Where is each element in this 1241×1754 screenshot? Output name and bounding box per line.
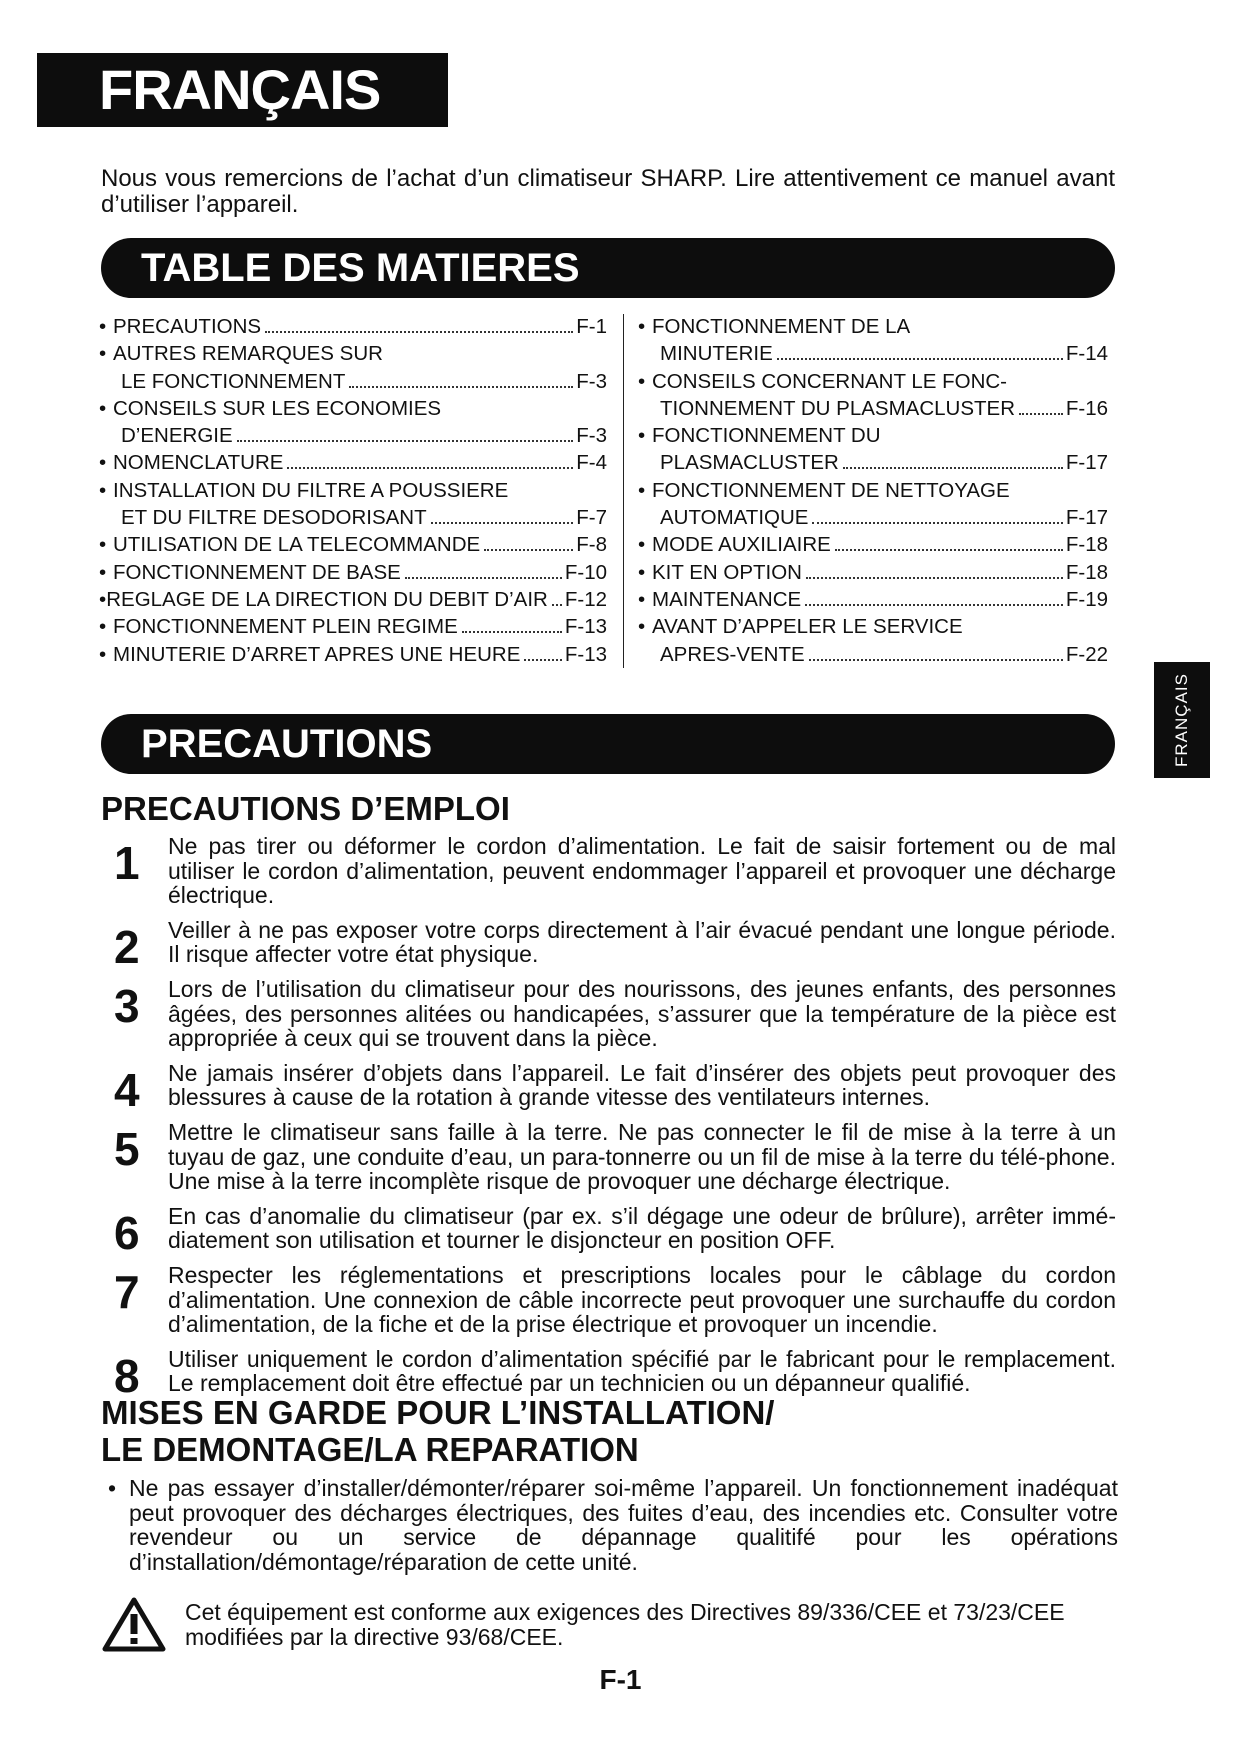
toc-title: TABLE DES MATIERES <box>101 238 1115 298</box>
toc-entry-text: MINUTERIE <box>660 342 773 366</box>
precaution-text: En cas d’anomalie du climatiseur (par ex. s’il dégage une odeur de brûlure), arrêter immé-diatement son utilisation et tourner le disjoncteur en position OFF. <box>168 1202 1116 1254</box>
toc-page-ref: F-14 <box>1065 342 1108 366</box>
toc-item <box>99 613 607 640</box>
toc-page-ref: F-17 <box>1065 506 1108 530</box>
precautions-list <box>110 834 1116 1406</box>
precaution-item <box>110 1059 1116 1116</box>
precaution-number: 5 <box>114 1122 140 1175</box>
toc-dot-leader <box>265 331 573 333</box>
toc-item <box>638 422 1108 477</box>
toc-dot-leader <box>524 659 561 661</box>
toc-item <box>99 449 607 476</box>
toc-entry-text: MAINTENANCE <box>652 587 802 611</box>
toc-entry-text: FONCTIONNEMENT PLEIN REGIME <box>113 615 458 639</box>
toc-item <box>99 395 607 450</box>
toc-entry-text: D’ENERGIE <box>121 424 233 448</box>
toc-entry-text: INSTALLATION DU FILTRE A POUSSIERE <box>113 478 509 502</box>
toc-entry-text: PLASMACLUSTER <box>660 451 839 475</box>
bullet-icon: • <box>99 615 107 639</box>
precaution-number: 4 <box>114 1063 140 1116</box>
precautions-title: PRECAUTIONS <box>101 714 1115 774</box>
precaution-number: 8 <box>114 1349 140 1402</box>
toc-entry-text: CONSEILS SUR LES ECONOMIES <box>113 396 442 420</box>
toc-entry-text: UTILISATION DE LA TELECOMMANDE <box>113 533 481 557</box>
bullet-icon: • <box>638 478 646 502</box>
toc-page-ref: F-13 <box>564 615 607 639</box>
toc-item <box>99 313 607 340</box>
toc-entry-text: MODE AUXILIAIRE <box>652 533 831 557</box>
precaution-item <box>110 1263 1116 1337</box>
toc-item <box>638 613 1108 668</box>
precaution-number: 3 <box>114 979 140 1032</box>
bullet-icon: • <box>99 587 107 611</box>
toc-page-ref: F-10 <box>564 560 607 584</box>
precaution-item <box>110 1120 1116 1194</box>
toc-entry-text: KIT EN OPTION <box>652 560 802 584</box>
precaution-item <box>110 916 1116 973</box>
toc-entry-text: REGLAGE DE LA DIRECTION DU DEBIT D’AIR <box>106 587 548 611</box>
bullet-icon: • <box>99 533 107 557</box>
precaution-number: 6 <box>114 1206 140 1259</box>
bullet-icon: • <box>99 396 107 420</box>
toc-dot-leader <box>843 467 1063 469</box>
toc-item <box>99 477 607 532</box>
language-side-tab <box>1154 662 1210 778</box>
warning-text: Cet équipement est conforme aux exigences des Directives 89/336/CEE et 73/23/CEE modifiées par la directive 93/68/CEE. <box>185 1599 1065 1650</box>
toc-dot-leader <box>349 386 573 388</box>
toc-page-ref: F-19 <box>1065 587 1108 611</box>
toc-page-ref: F-18 <box>1065 560 1108 584</box>
bullet-icon: • <box>99 451 107 475</box>
toc-entry-text: APRES-VENTE <box>660 642 805 666</box>
garde-heading-line-1: MISES EN GARDE POUR L’INSTALLATION/ <box>101 1394 775 1431</box>
toc-entry-text: PRECAUTIONS <box>113 315 262 338</box>
toc-item <box>99 340 607 395</box>
side-tab-label: FRANÇAIS <box>1172 673 1191 767</box>
intro-text: Nous vous remercions de l’achat d’un climatiseur SHARP. Lire attentivement ce manuel avant d’utiliser l’appareil. <box>101 165 1115 218</box>
toc-entry-text: LE FONCTIONNEMENT <box>121 369 346 393</box>
toc-entry-text: NOMENCLATURE <box>113 451 284 475</box>
toc-dot-leader <box>1019 413 1063 415</box>
toc-entry-text: FONCTIONNEMENT DU <box>652 424 881 448</box>
toc-page-ref: F-18 <box>1065 533 1108 557</box>
toc-page-ref: F-16 <box>1065 396 1108 420</box>
language-banner: FRANÇAIS <box>37 53 448 127</box>
toc-page-ref: F-13 <box>564 642 607 666</box>
bullet-icon: • <box>638 369 646 393</box>
toc-item <box>99 531 607 558</box>
precaution-text: Veiller à ne pas exposer votre corps directement à l’air évacué pendant une longue période. Il risque affecter votre état physique. <box>168 916 1116 968</box>
toc-dot-leader <box>552 604 562 606</box>
page-number: F-1 <box>599 1664 642 1695</box>
precaution-item <box>110 834 1116 908</box>
precaution-item <box>110 977 1116 1051</box>
garde-paragraph <box>108 1476 1118 1574</box>
toc-right-column <box>638 313 1108 668</box>
garde-heading-line-2: LE DEMONTAGE/LA REPARATION <box>101 1431 639 1468</box>
toc-page-ref: F-7 <box>576 506 607 530</box>
toc-entry-text: AUTOMATIQUE <box>660 506 809 530</box>
toc-entry-text: FONCTIONNEMENT DE NETTOYAGE <box>652 478 1010 502</box>
bullet-icon: • <box>108 1475 117 1501</box>
garde-text: Ne pas essayer d’installer/démonter/réparer soi-même l’appareil. Un fonctionnement inadéquat peut provoquer des décharges électriques, des fuites d’eau, des incendies etc. Consulter votre revendeur ou un service de dépannage qualitifé pour les opérations d’installation/démontage/réparation de cette unité. <box>129 1475 1118 1575</box>
toc-dot-leader <box>812 522 1062 524</box>
toc-page-ref: F-3 <box>576 424 607 448</box>
warning-triangle-icon <box>102 1596 166 1652</box>
toc-dot-leader <box>806 577 1063 579</box>
toc-dot-leader <box>462 631 562 633</box>
precaution-text: Ne jamais insérer d’objets dans l’appareil. Le fait d’insérer des objets peut provoquer des blessures à cause de la rotation à grande vitesse des ventilateurs internes. <box>168 1059 1116 1111</box>
toc-dot-leader <box>805 604 1063 606</box>
toc-item <box>638 531 1108 558</box>
emploi-heading: PRECAUTIONS D’EMPLOI <box>101 790 510 827</box>
toc-page-ref: F-17 <box>1065 451 1108 475</box>
precaution-text: Mettre le climatiseur sans faille à la terre. Ne pas connecter le fil de mise à la terre à un tuyau de gaz, une conduite d’eau, un para-tonnerre ou un fil de mise à la terre du télé-phone. Une mise à la terre incomplète risque de provoquer une décharge électrique. <box>168 1118 1116 1195</box>
bullet-icon: • <box>638 615 646 639</box>
toc-entry-text: CONSEILS CONCERNANT LE FONC- <box>652 369 1008 393</box>
precaution-number: 1 <box>114 837 140 889</box>
toc-page-ref: F-3 <box>576 369 607 393</box>
precaution-text: Utiliser uniquement le cordon d’alimentation spécifié par le fabricant pour le remplacement. Le remplacement doit être effectué par un technicien ou un dépanneur qualifié. <box>168 1345 1116 1397</box>
bullet-icon: • <box>99 478 107 502</box>
toc-dot-leader <box>237 440 574 442</box>
toc-entry-text: FONCTIONNEMENT DE LA <box>652 315 911 338</box>
toc-item <box>99 586 607 613</box>
bullet-icon: • <box>638 533 646 557</box>
toc-item <box>638 313 1108 368</box>
toc-item <box>638 586 1108 613</box>
toc-divider <box>623 314 624 668</box>
bullet-icon: • <box>99 342 107 366</box>
precaution-item <box>110 1345 1116 1402</box>
precaution-text: Lors de l’utilisation du climatiseur pour des nourissons, des jeunes enfants, des personnes âgées, des personnes alitées ou handicapées, s’assurer que la température de la pièce est appropriée à ceux qui se trouvent dans la pièce. <box>168 975 1116 1052</box>
bullet-icon: • <box>638 424 646 448</box>
toc-item <box>99 641 607 668</box>
toc-page-ref: F-4 <box>576 451 607 475</box>
toc-entry-text: TIONNEMENT DU PLASMACLUSTER <box>660 396 1016 420</box>
toc-entry-text: AUTRES REMARQUES SUR <box>113 342 383 366</box>
toc-dot-leader <box>777 358 1063 360</box>
bullet-icon: • <box>638 560 646 584</box>
toc-page-ref: F-22 <box>1065 642 1108 666</box>
precaution-text: Ne pas tirer ou déformer le cordon d’alimentation. Le fait de saisir fortement ou de mal utiliser le cordon d’alimentation, peuvent endommager l’appareil et provoquer une décharge électrique. <box>168 833 1116 909</box>
garde-heading <box>101 1394 774 1468</box>
toc-dot-leader <box>431 522 574 524</box>
toc-dot-leader <box>405 577 562 579</box>
toc-entry-text: ET DU FILTRE DESODORISANT <box>121 506 427 530</box>
bullet-icon: • <box>638 315 646 338</box>
precaution-text: Respecter les réglementations et prescriptions locales pour le câblage du cordon d’alimentation. Une connexion de câble incorrecte peut provoquer une surchauffe du cordon d’alimentation, de la fiche et de la prise électrique et provoquer un incendie. <box>168 1261 1116 1338</box>
toc-page-ref: F-1 <box>576 315 607 338</box>
toc-dot-leader <box>809 659 1063 661</box>
toc-entry-text: FONCTIONNEMENT DE BASE <box>113 560 401 584</box>
toc-item <box>638 477 1108 532</box>
toc-item <box>99 559 607 586</box>
toc-page-ref: F-12 <box>564 587 607 611</box>
precaution-number: 7 <box>114 1265 140 1318</box>
toc-dot-leader <box>287 467 573 469</box>
toc-left-column <box>99 313 607 668</box>
toc-dot-leader <box>835 549 1063 551</box>
toc-entry-text: AVANT D’APPELER LE SERVICE <box>652 615 963 639</box>
precaution-number: 2 <box>114 920 140 973</box>
toc-dot-leader <box>484 549 573 551</box>
toc-item <box>638 368 1108 423</box>
bullet-icon: • <box>99 560 107 584</box>
precaution-item <box>110 1202 1116 1259</box>
toc-item <box>638 559 1108 586</box>
bullet-icon: • <box>99 642 107 666</box>
bullet-icon: • <box>638 587 646 611</box>
toc-entry-text: MINUTERIE D’ARRET APRES UNE HEURE <box>113 642 521 666</box>
bullet-icon: • <box>99 315 107 338</box>
toc-page-ref: F-8 <box>576 533 607 557</box>
